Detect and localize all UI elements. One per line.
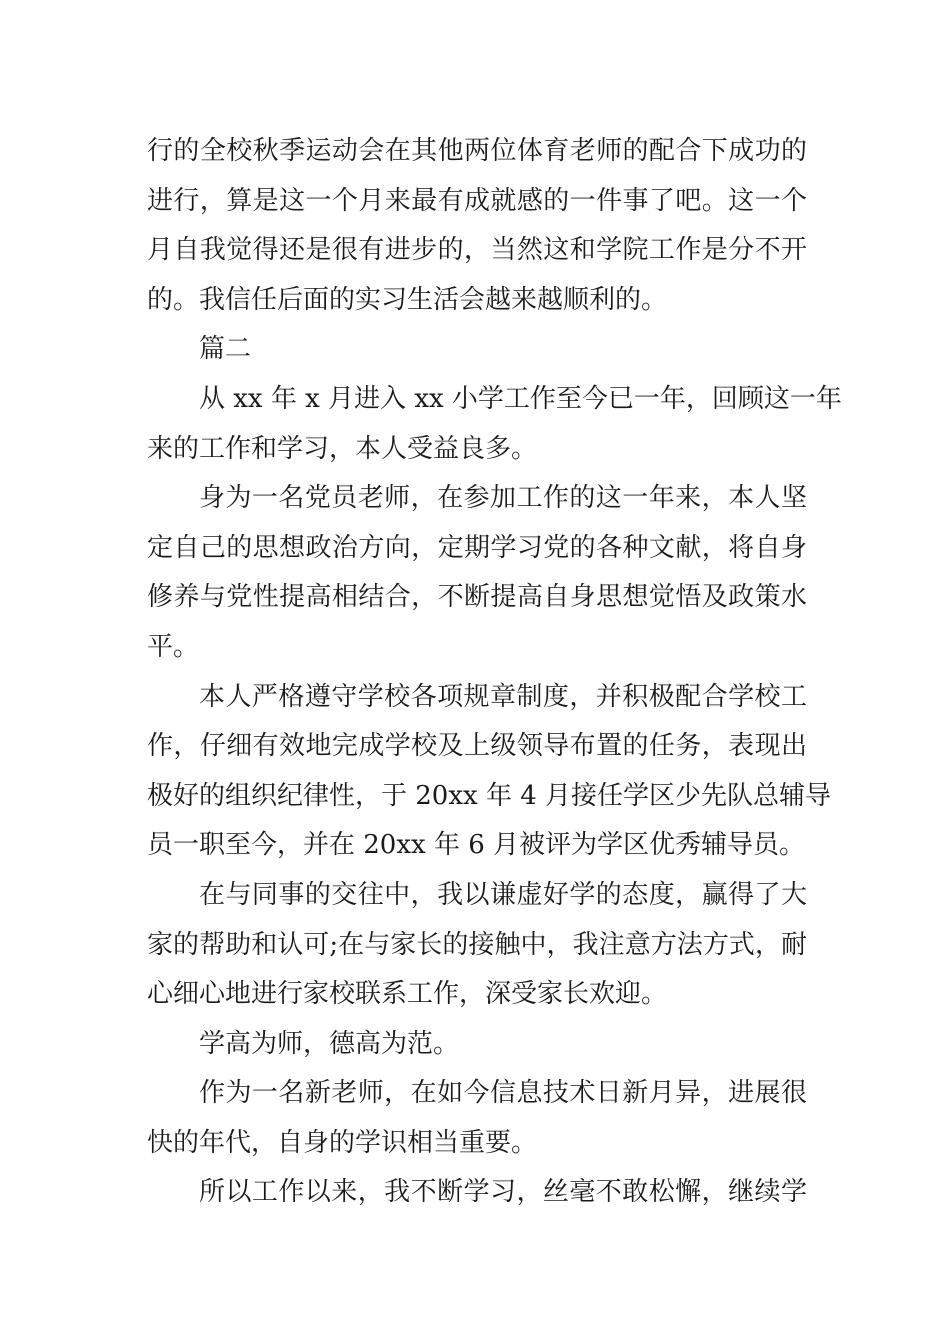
text-line: 所以工作以来，我不断学习，丝毫不敢松懈，继续学 bbox=[199, 1177, 807, 1208]
text-line: 行的全校秋季运动会在其他两位体育老师的配合下成功的 bbox=[147, 136, 807, 166]
text-line: 员一职至今，并在 20xx 年 6 月被评为学区优秀辅导员。 bbox=[147, 830, 806, 861]
text-line: 篇二 bbox=[199, 334, 252, 365]
text-line: 身为一名党员老师，在参加工作的这一年来，本人坚 bbox=[199, 483, 807, 514]
text-line: 进行，算是这一个月来最有成就感的一件事了吧。这一个 bbox=[147, 185, 807, 216]
text-line: 平。 bbox=[147, 631, 200, 662]
text-line: 作为一名新老师，在如今信息技术日新月异，进展很 bbox=[199, 1078, 807, 1109]
text-line: 的。我信任后面的实习生活会越来越顺利的。 bbox=[147, 284, 668, 315]
text-line: 定自己的思想政治方向，定期学习党的各种文献，将自身 bbox=[147, 532, 807, 563]
text-line: 心细心地进行家校联系工作，深受家长欢迎。 bbox=[147, 979, 668, 1010]
text-line: 极好的组织纪律性，于 20xx 年 4 月接任学区少先队总辅导 bbox=[147, 780, 832, 811]
document-body bbox=[147, 127, 842, 1218]
text-line: 月自我觉得还是很有进步的，当然这和学院工作是分不开 bbox=[147, 235, 807, 266]
text-line: 家的帮助和认可;在与家长的接触中，我注意方法方式，耐 bbox=[147, 929, 807, 960]
text-line: 来的工作和学习，本人受益良多。 bbox=[147, 433, 538, 464]
text-line: 学高为师，德高为范。 bbox=[199, 1028, 460, 1059]
text-line: 从 xx 年 x 月进入 xx 小学工作至今已一年，回顾这一年 bbox=[199, 383, 842, 414]
text-line: 本人严格遵守学校各项规章制度，并积极配合学校工 bbox=[199, 681, 807, 712]
text-line: 在与同事的交往中，我以谦虚好学的态度，赢得了大 bbox=[199, 879, 807, 910]
text-line: 快的年代，自身的学识相当重要。 bbox=[147, 1127, 538, 1158]
text-line: 修养与党性提高相结合，不断提高自身思想觉悟及政策水 bbox=[147, 582, 807, 613]
text-line: 作，仔细有效地完成学校及上级领导布置的任务，表现出 bbox=[147, 731, 807, 762]
